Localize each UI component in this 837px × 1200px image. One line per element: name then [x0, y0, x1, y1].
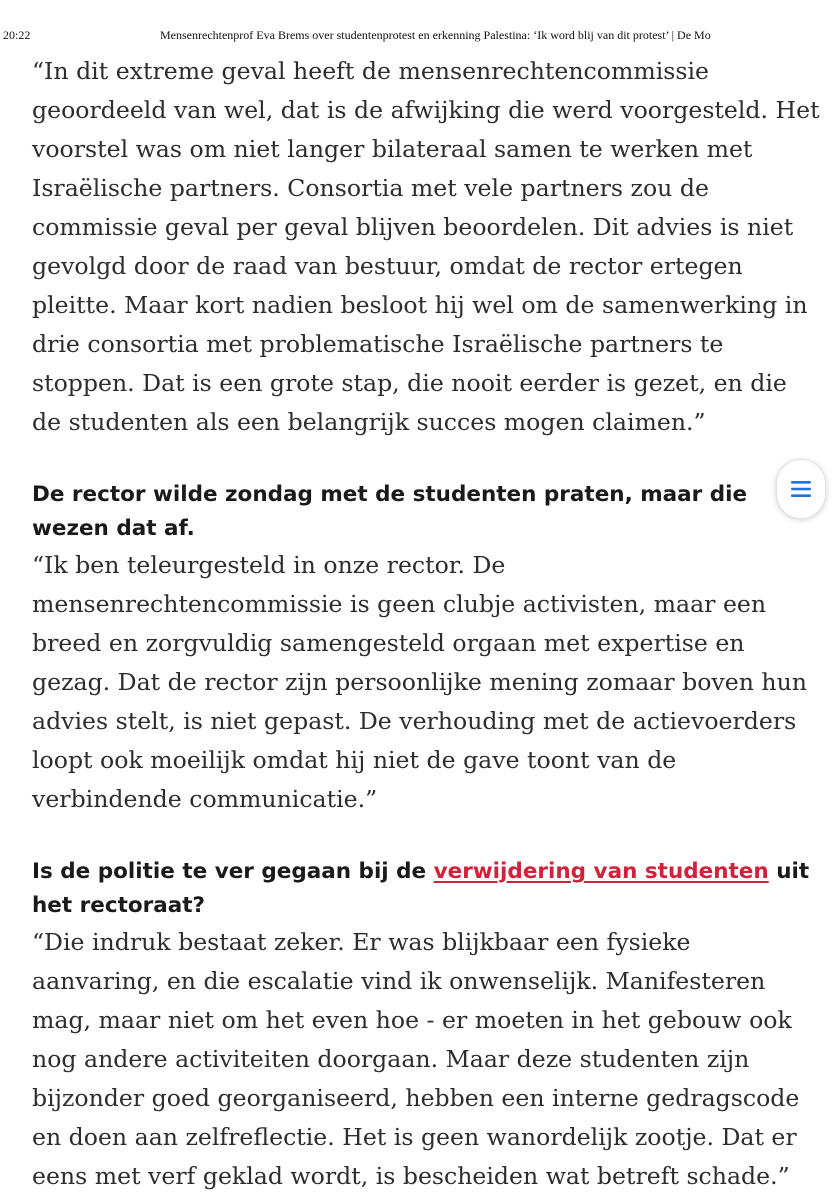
- table-of-contents-button[interactable]: [776, 459, 826, 519]
- print-document-title: Mensenrechtenprof Eva Brems over studentenprotest en erkenning Palestina: ‘Ik word blij van dit protest’ | De Mo: [160, 28, 711, 42]
- article-body: [32, 52, 822, 1196]
- question-text: Is de politie te ver gegaan bij de: [32, 859, 434, 884]
- interview-question: De rector wilde zondag met de studenten praten, maar die wezen dat af.: [32, 482, 748, 541]
- list-icon: [790, 480, 812, 498]
- article-link-verwijdering[interactable]: verwijdering van studenten: [433, 859, 769, 884]
- interview-question: [32, 855, 822, 923]
- print-header: [0, 28, 837, 46]
- article-paragraph: “In dit extreme geval heeft de mensenrechtencommissie geoordeeld van wel, dat is de afwijking die werd voorgesteld. Het voorstel was om niet langer bilateraal samen te werken met Israëlische partners. Consortia met vele partners zou de commissie geval per geval blijven beoordelen. Dit advies is niet gevolgd door de raad van bestuur, omdat de rector ertegen pleitte. Maar kort nadien besloot hij wel om de samenwerking in drie consortia met problematische Israëlische partners te stoppen. Dat is een grote stap, die nooit eerder is gezet, en die de studenten als een belangrijk succes mogen claimen.”: [32, 57, 820, 436]
- print-time: 20:22: [3, 28, 31, 42]
- article-paragraph: “Die indruk bestaat zeker. Er was blijkbaar een fysieke aanvaring, en die escalatie vind ik onwenselijk. Manifesteren mag, maar niet om het even hoe - er moeten in het gebouw ook nog andere activiteiten doorgaan. Maar deze studenten zijn bijzonder goed georganiseerd, hebben een interne gedragscode en doen aan zelfreflectie. Het is geen wanordelijk zootje. Dat er eens met verf geklad wordt, is bescheiden wat betreft schade.”: [32, 928, 800, 1190]
- question-text: uit het rectoraat?: [32, 859, 810, 918]
- article-paragraph: “Ik ben teleurgesteld in onze rector. De mensenrechtencommissie is geen clubje activisten, maar een breed en zorgvuldig samengesteld orgaan met expertise en gezag. Dat de rector zijn persoonlijke mening zomaar boven hun advies stelt, is niet gepast. De verhouding met de actievoerders loopt ook moeilijk omdat hij niet de gave toont van de verbindende communicatie.”: [32, 551, 807, 813]
